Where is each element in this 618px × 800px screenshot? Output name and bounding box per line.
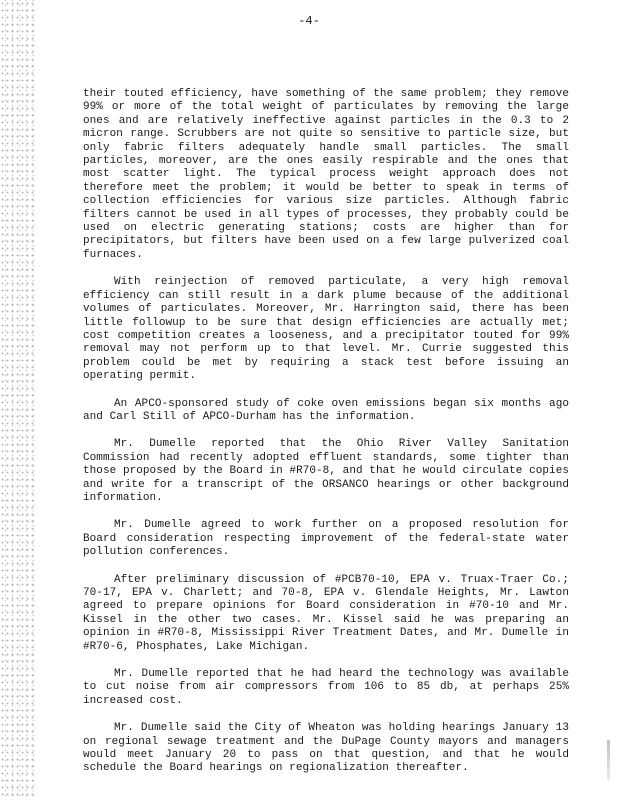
scan-noise-margin <box>0 0 36 800</box>
document-body <box>83 88 569 790</box>
paragraph-reinjection: With reinjection of removed particulate, a very high removal efficiency can still result in a dark plume because of the additional volumes of particulates. Moreover, Mr. Harrington said, there has been little followup to be sure that design efficiencies are actually met; cost competition creates a looseness, and a precipitator touted for 99% removal may not perform up to that level. Mr. Currie suggested this problem could be met by requiring a stack test before issuing an operating permit. <box>83 276 569 383</box>
paragraph-wheaton-hearings: Mr. Dumelle said the City of Wheaton was holding hearings January 13 on regional sewage treatment and the DuPage County mayors and managers would meet January 20 to pass on that question, and that he would schedule the Board hearings on regionalization thereafter. <box>83 722 569 775</box>
paragraph-particle-efficiency: their touted efficiency, have something of the same problem; they remove 99% or more of the total weight of particulates by removing the large ones and are relatively ineffective against particles in the 0.3 to 2 micron range. Scrubbers are not quite so sensitive to particle size, but only fabric filters adequately handle small particles. The small particles, moreover, are the ones easily respirable and the ones that most scatter light. The typical process weight approach does not therefore meet the problem; it would be better to speak in terms of collection efficiencies for various size particles. Although fabric filters cannot be used in all types of processes, they probably could be used on electric generating stations; costs are higher than for precipitators, but filters have been used on a few large pulverized coal furnaces. <box>83 88 569 261</box>
page-number: -4- <box>298 14 320 28</box>
paragraph-compressor-noise: Mr. Dumelle reported that he had heard the technology was available to cut noise from air compressors from 106 to 85 db, at perhaps 25% increased cost. <box>83 668 569 707</box>
paragraph-coke-oven-study: An APCO-sponsored study of coke oven emissions began six months ago and Carl Still of APCO-Durham has the information. <box>83 397 569 423</box>
paragraph-orsanco-standards: Mr. Dumelle reported that the Ohio River Valley Sanitation Commission had recently adopted effluent standards, some tighter than those proposed by the Board in #R70-8, and that he would circulate copies and write for a transcript of the ORSANCO hearings or other background information. <box>83 438 569 504</box>
paragraph-conference-resolution: Mr. Dumelle agreed to work further on a proposed resolution for Board consideration respecting improvement of the federal-state water pollution conferences. <box>83 519 569 559</box>
scan-edge-mark <box>607 740 610 780</box>
paragraph-case-opinions: After preliminary discussion of #PCB70-10, EPA v. Truax-Traer Co.; 70-17, EPA v. Charlett; and 70-8, EPA v. Glendale Heights, Mr. Lawton agreed to prepare opinions for Board consideration in #70-10 and Mr. Kissel in the other two cases. Mr. Kissel said he was preparing an opinion in #R70-8, Mississippi River Treatment Dates, and Mr. Dumelle in #R70-6, Phosphates, Lake Michigan. <box>83 573 569 653</box>
